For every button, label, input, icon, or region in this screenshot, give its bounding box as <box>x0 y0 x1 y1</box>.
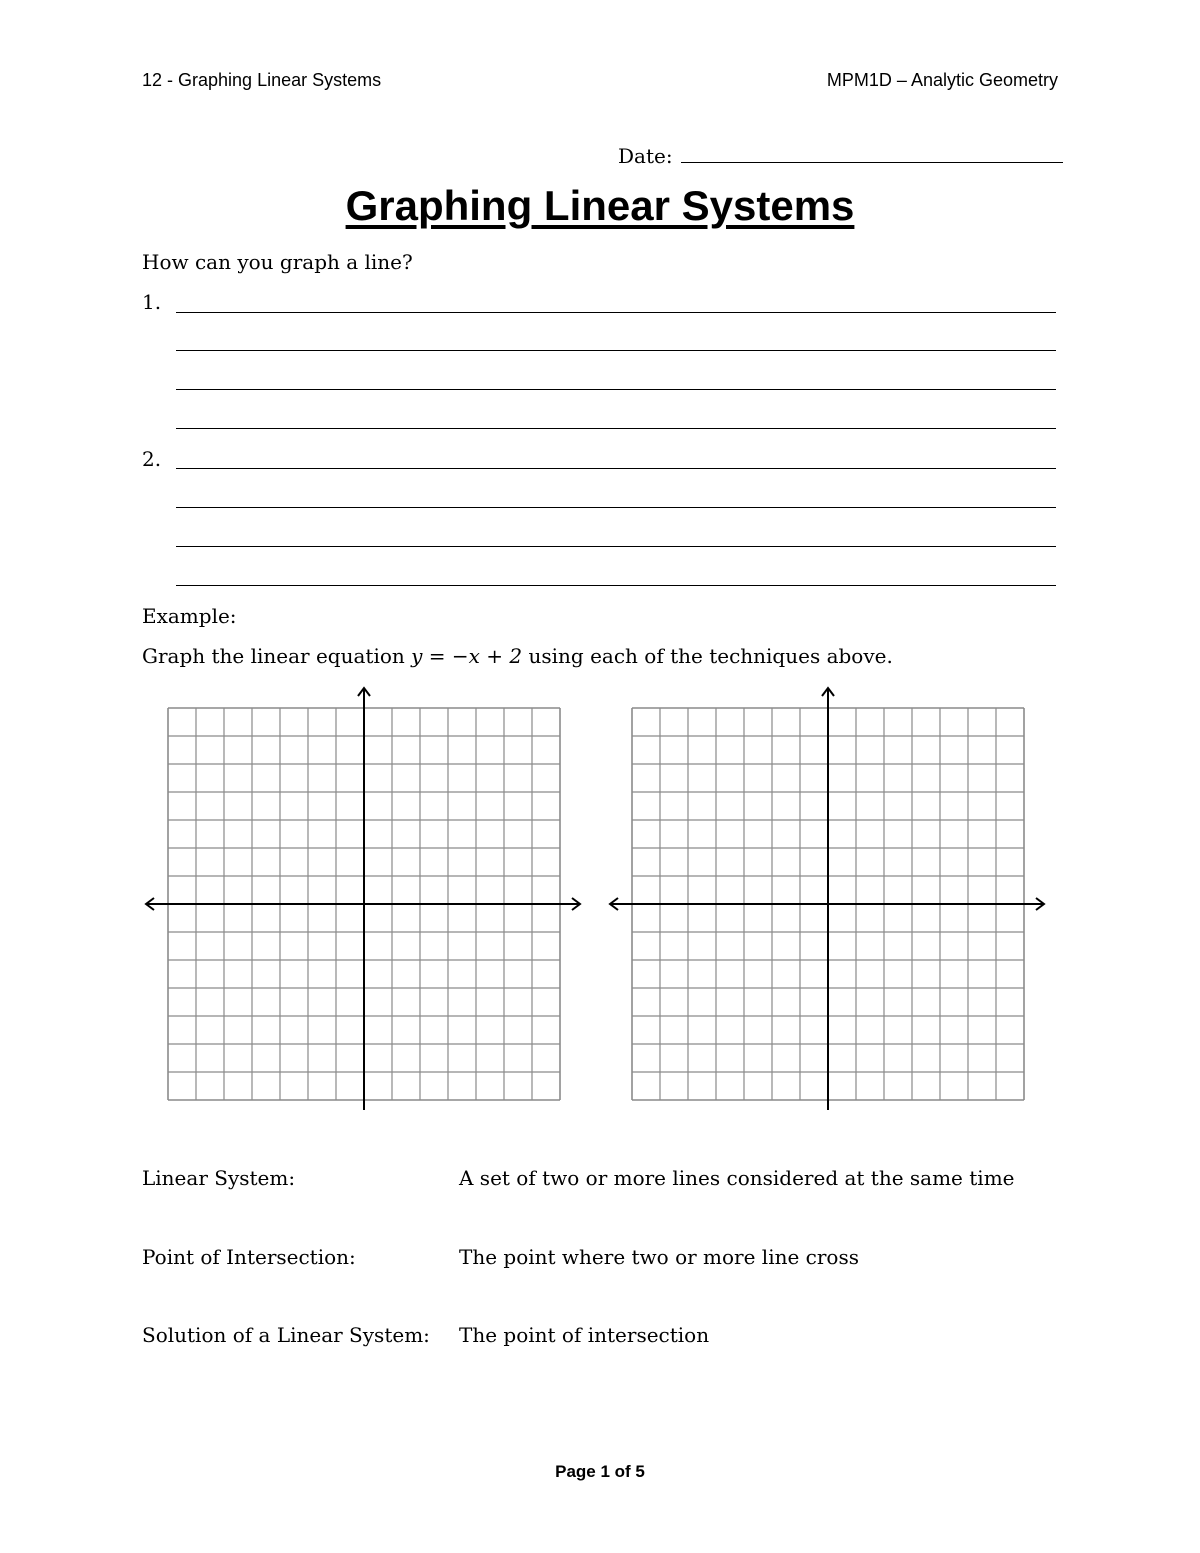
instruction <box>142 644 893 668</box>
definition-point-of-intersection: The point where two or more line cross <box>459 1245 859 1269</box>
term-linear-system: Linear System: <box>142 1166 296 1190</box>
definition-solution: The point of intersection <box>459 1323 710 1347</box>
coordinate-grid-right[interactable] <box>604 680 1054 1110</box>
answer-line[interactable] <box>176 546 1056 547</box>
coordinate-grid-left[interactable] <box>140 680 590 1110</box>
instruction-text-after: using each of the techniques above. <box>522 644 893 668</box>
axes <box>146 688 580 1110</box>
date-field <box>618 144 1063 168</box>
answer-line[interactable] <box>176 312 1056 313</box>
answer-line[interactable] <box>176 507 1056 508</box>
definition-linear-system: A set of two or more lines considered at the same time <box>459 1166 1015 1190</box>
term-point-of-intersection: Point of Intersection: <box>142 1245 356 1269</box>
axes <box>610 688 1044 1110</box>
answer-line[interactable] <box>176 389 1056 390</box>
answer-line[interactable] <box>176 350 1056 351</box>
date-label: Date: <box>618 144 673 168</box>
example-label: Example: <box>142 604 237 628</box>
page-title: Graphing Linear Systems <box>345 182 855 229</box>
item-number-1: 1. <box>142 290 162 314</box>
answer-line[interactable] <box>176 428 1056 429</box>
answer-line[interactable] <box>176 468 1056 469</box>
date-blank[interactable] <box>681 144 1063 163</box>
header-right: MPM1D – Analytic Geometry <box>826 70 1058 90</box>
header-left: 12 - Graphing Linear Systems <box>142 70 382 90</box>
page-footer: Page 1 of 5 <box>555 1462 645 1481</box>
question: How can you graph a line? <box>142 250 413 274</box>
term-solution: Solution of a Linear System: <box>142 1323 430 1347</box>
item-number-2: 2. <box>142 447 162 471</box>
equation: y = −x + 2 <box>411 644 523 668</box>
instruction-text-before: Graph the linear equation <box>142 644 412 668</box>
answer-line[interactable] <box>176 585 1056 586</box>
